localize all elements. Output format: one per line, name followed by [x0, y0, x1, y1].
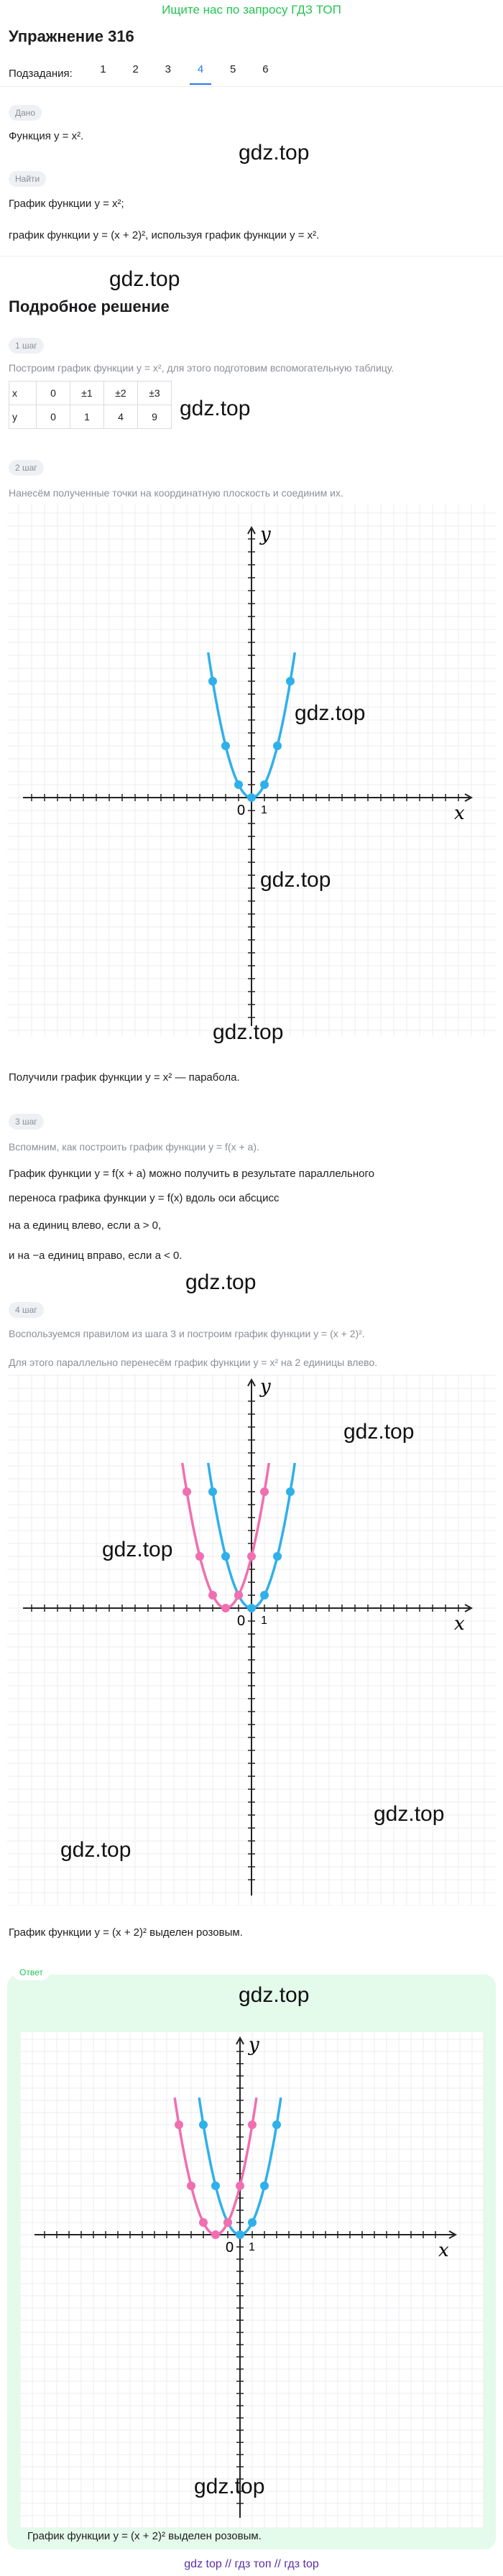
data-point [208, 677, 217, 685]
data-point [247, 793, 256, 802]
data-point [286, 1487, 295, 1496]
data-point [260, 1591, 269, 1599]
step2-conclusion: Получили график функции y = x² — парабола. [9, 1071, 240, 1084]
origin-label: 0 [226, 2240, 234, 2256]
answer-conclusion: График функции y = (x + 2)² выделен розовым. [27, 2530, 262, 2542]
table-cell: 9 [138, 405, 172, 429]
data-point [223, 2218, 232, 2227]
table-cell: x [9, 382, 37, 405]
data-point [260, 1487, 269, 1496]
tab-subtask-6[interactable]: 6 [262, 63, 269, 75]
tab-subtask-5[interactable]: 5 [230, 63, 236, 75]
step1-text: Построим график функции y = x², для этого подготовим вспомогательную таблицу. [9, 362, 394, 374]
table-cell: 0 [37, 405, 70, 429]
data-point [247, 1604, 256, 1612]
watermark: gdz.top [109, 267, 180, 291]
watermark: gdz.top [260, 868, 331, 892]
watermark: gdz.top [180, 397, 251, 420]
table-cell: 0 [37, 382, 70, 405]
step4-chip: 4 шаг [9, 1302, 44, 1318]
watermark: gdz.top [343, 1420, 415, 1444]
tab-subtask-3[interactable]: 3 [165, 63, 171, 75]
data-point [187, 2182, 195, 2190]
table-cell: ±3 [138, 382, 172, 405]
table-cell: 1 [70, 405, 104, 429]
data-point [221, 1552, 230, 1561]
step4-text-2: Для этого параллельно перенесём график функции y = x² на 2 единицы влево. [9, 1357, 378, 1368]
bottom-links[interactable]: gdz top // гдз топ // гдз top [184, 2558, 319, 2570]
table-cell: y [9, 405, 37, 429]
given-chip: Дано [9, 105, 42, 121]
watermark: gdz.top [60, 1838, 131, 1862]
graph-parabola [7, 504, 496, 1036]
watermark: gdz.top [213, 1020, 284, 1044]
tab-subtask-2[interactable]: 2 [132, 63, 139, 75]
data-point [183, 1487, 191, 1496]
y-axis-label: y [249, 2034, 259, 2056]
x-axis-label: x [454, 803, 465, 824]
data-point [211, 2182, 220, 2190]
table-cell: 4 [104, 405, 138, 429]
data-point [208, 1591, 217, 1599]
data-point [195, 1552, 204, 1561]
divider [0, 256, 503, 257]
watermark: gdz.top [374, 1802, 445, 1826]
watermark: gdz.top [239, 141, 310, 165]
origin-label: 0 [237, 1613, 246, 1629]
unit-label: 1 [249, 2241, 255, 2253]
data-point [234, 1591, 243, 1599]
origin-label: 0 [237, 803, 246, 818]
top-ad-link[interactable]: Ищите нас по запросу ГДЗ ТОП [162, 3, 341, 17]
given-text: Функция y = x². [9, 130, 84, 142]
step3-line4: и на −a единиц вправо, если a < 0. [9, 1250, 183, 1262]
tab-subtask-4[interactable]: 4 [184, 62, 216, 85]
unit-label: 1 [261, 804, 267, 816]
watermark: gdz.top [185, 1270, 257, 1294]
data-point [248, 2120, 257, 2129]
step1-chip: 1 шаг [9, 338, 44, 354]
tab-subtask-1[interactable]: 1 [100, 63, 106, 75]
data-point [273, 1552, 282, 1561]
subtasks-nav [9, 62, 282, 85]
data-point [208, 1487, 217, 1496]
data-point [248, 2218, 257, 2227]
watermark: gdz.top [239, 1983, 310, 2007]
table-row [9, 405, 172, 429]
data-point [260, 780, 269, 789]
data-point [272, 2120, 281, 2129]
find-chip: Найти [9, 171, 46, 187]
step3-chip: 3 шаг [9, 1114, 44, 1130]
watermark: gdz.top [194, 2475, 265, 2498]
step4-text-1: Воспользуемся правилом из шага 3 и построим график функции y = (x + 2)². [9, 1328, 365, 1339]
data-point [273, 742, 282, 750]
step4-conclusion: График функции y = (x + 2)² выделен розовым. [9, 1926, 243, 1939]
data-point [175, 2120, 183, 2129]
data-point [199, 2218, 208, 2227]
table-row [9, 382, 172, 405]
data-point [199, 2120, 208, 2129]
x-axis-label: x [454, 1613, 465, 1635]
data-point [247, 1552, 256, 1561]
step2-chip: 2 шаг [9, 460, 44, 476]
graph-answer [20, 2032, 483, 2528]
data-point [221, 1604, 230, 1612]
step3-line1: График функции y = f(x + a) можно получить в результате параллельного [9, 1168, 374, 1180]
page-title: Упражнение 316 [9, 27, 134, 45]
subtasks-label: Подзадания: [9, 67, 73, 80]
data-point [236, 2182, 244, 2190]
table-cell: ±1 [70, 382, 104, 405]
data-point [234, 780, 243, 789]
values-table [9, 381, 172, 429]
solution-title: Подробное решение [9, 297, 170, 315]
table-cell: ±2 [104, 382, 138, 405]
data-point [221, 742, 230, 750]
data-point [286, 677, 295, 685]
data-point [260, 2182, 269, 2190]
x-axis-label: x [438, 2240, 449, 2261]
step3-text: Вспомним, как построить график функции y = f(x + a). [9, 1141, 259, 1153]
step3-line2: переноса графика функции y = f(x) вдоль оси абсцисс [9, 1192, 280, 1204]
find-text-1: График функции y = x²; [9, 198, 124, 210]
divider [0, 86, 503, 87]
answer-chip: Ответ [13, 1965, 50, 1980]
y-axis-label: y [260, 1376, 271, 1398]
data-point [236, 2230, 244, 2239]
step2-text: Нанесём полученные точки на координатную плоскость и соединим их. [9, 487, 343, 499]
step3-line3: на a единиц влево, если a > 0, [9, 1219, 162, 1232]
watermark: gdz.top [295, 701, 366, 725]
watermark: gdz.top [102, 1538, 173, 1561]
find-text-2: график функции y = (x + 2)², используя график функции y = x². [9, 229, 320, 241]
unit-label: 1 [261, 1615, 267, 1627]
y-axis-label: y [260, 524, 271, 545]
data-point [211, 2230, 220, 2239]
